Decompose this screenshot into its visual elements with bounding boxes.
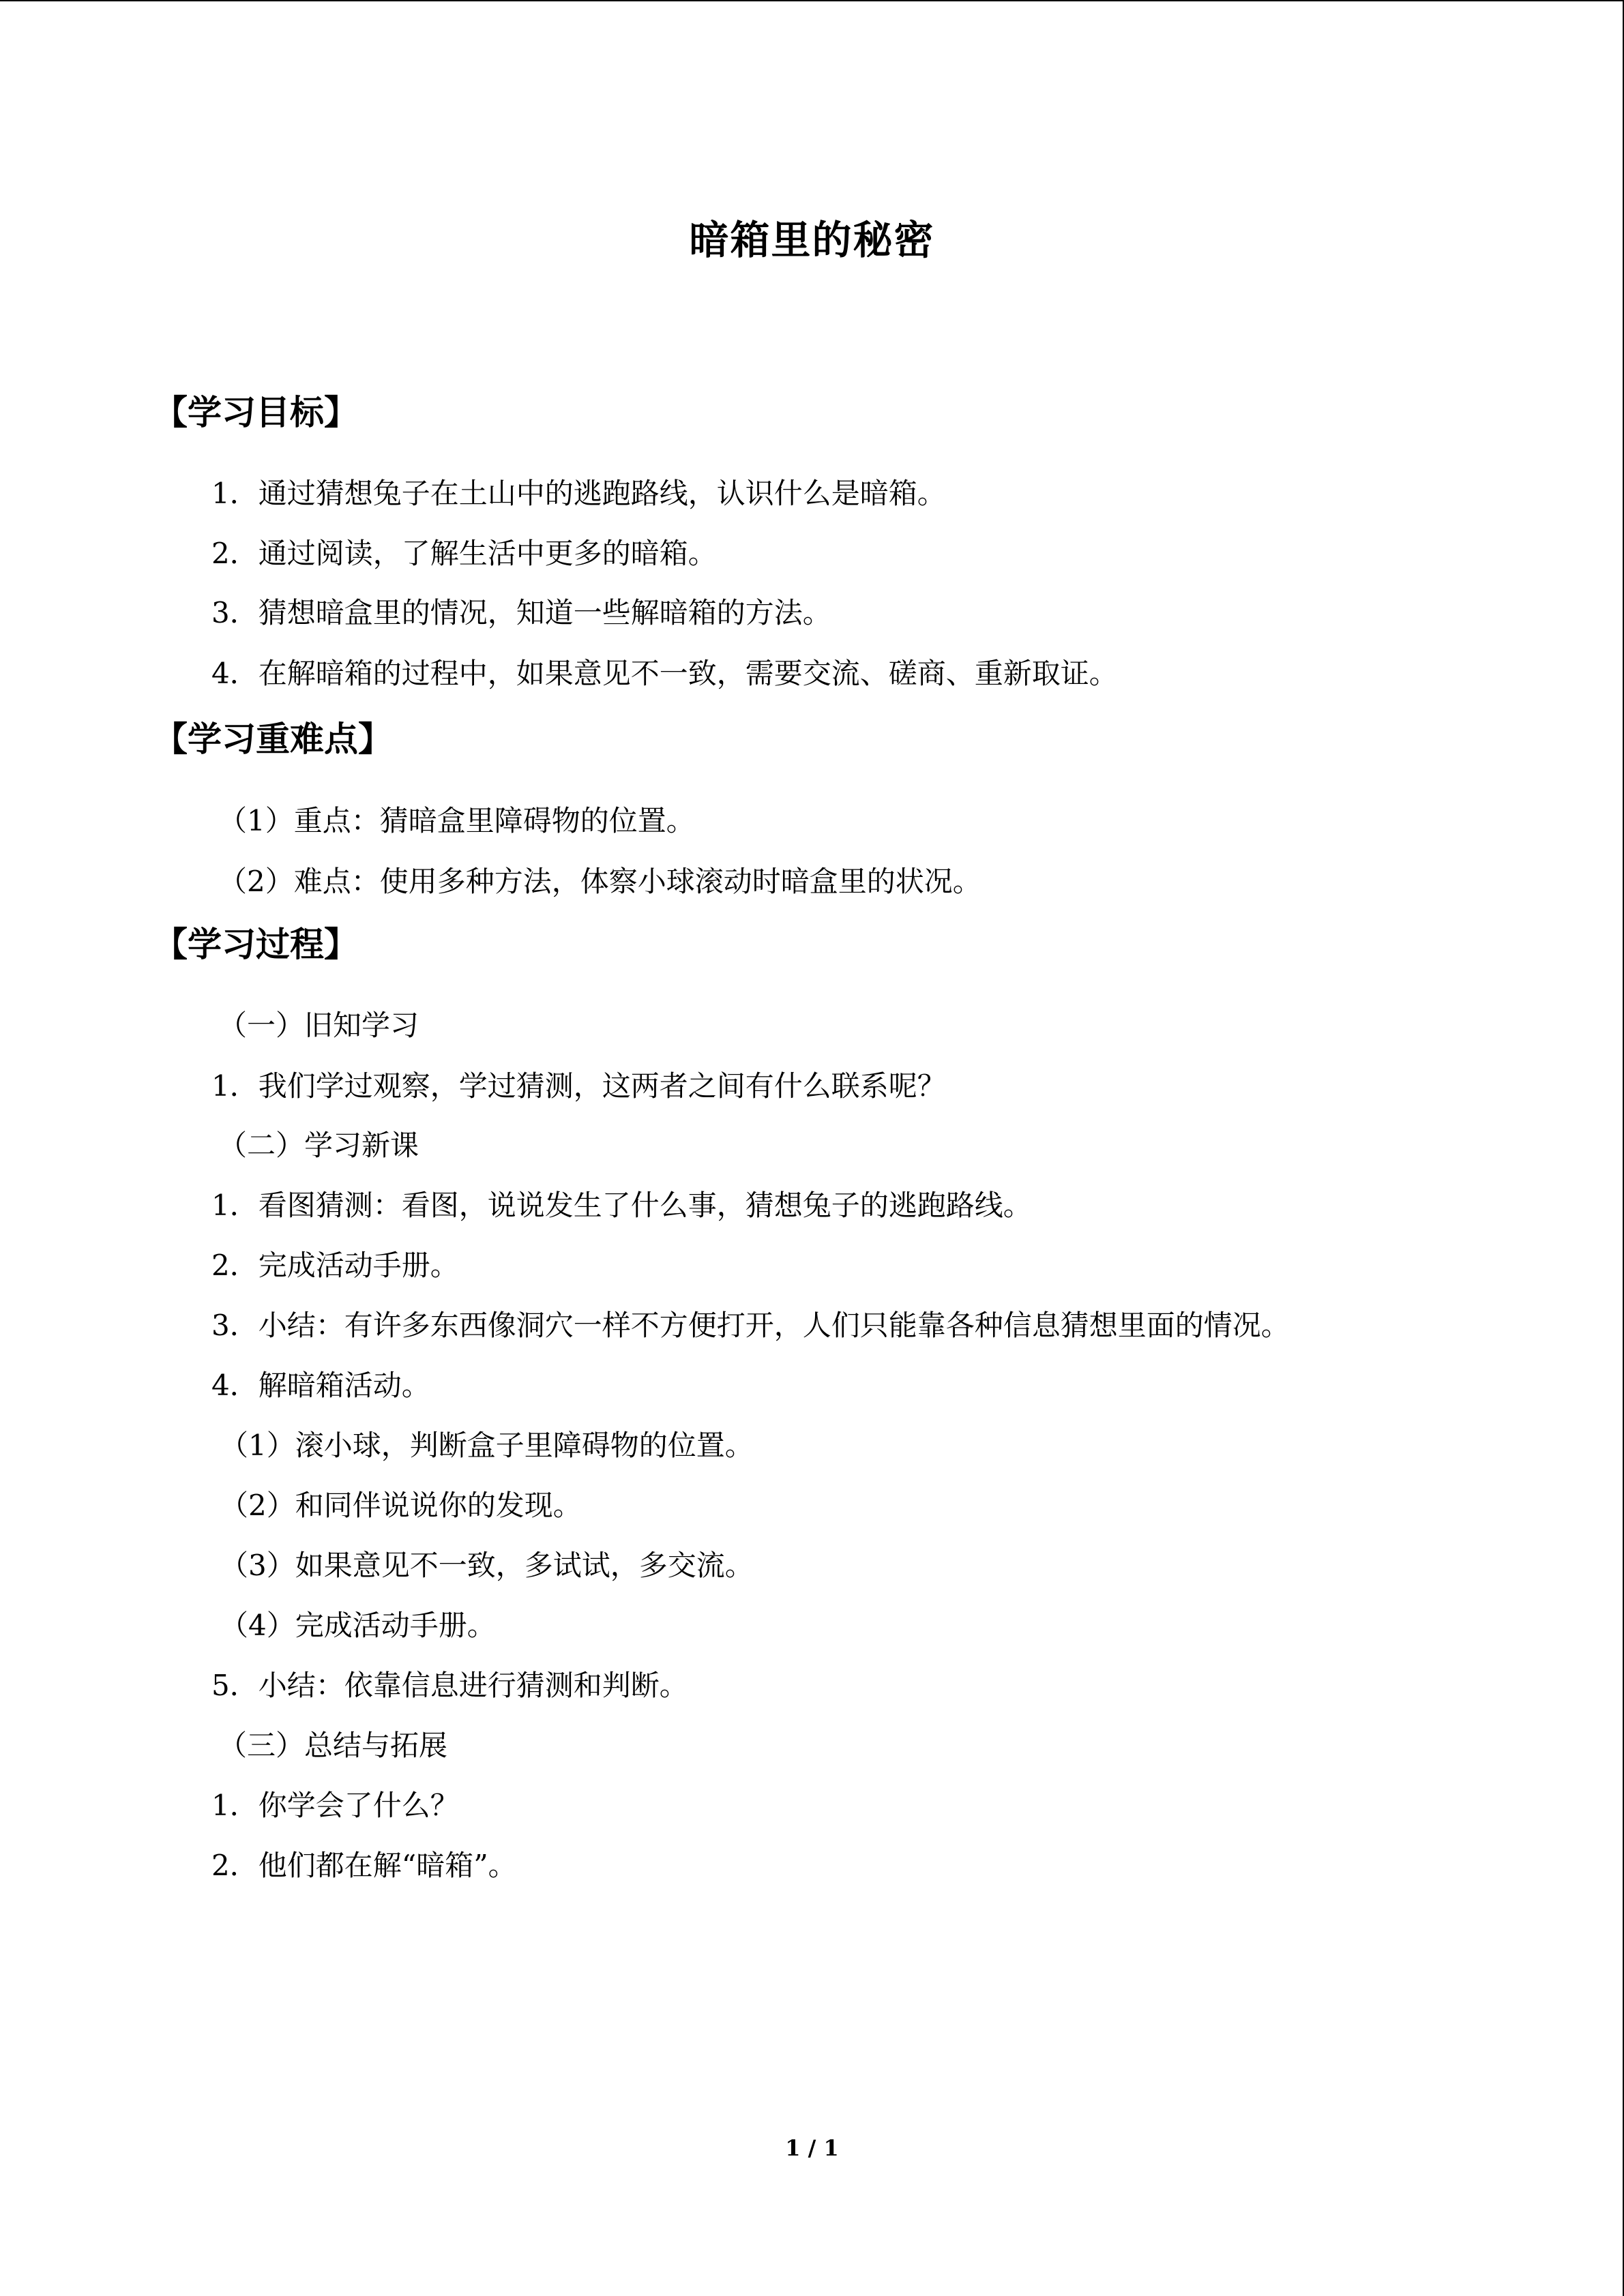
objective-item-4: 4．在解暗箱的过程中，如果意见不一致，需要交流、磋商、重新取证。 [211,657,1118,690]
objective-item-2: 2．通过阅读，了解生活中更多的暗箱。 [211,537,717,570]
key-point-item-2: （2）难点：使用多种方法，体察小球滚动时暗盒里的状况。 [218,865,981,898]
process-item: 1．我们学过观察，学过猜测，这两者之间有什么联系呢？ [211,1069,946,1103]
process-item: 2．他们都在解“暗箱”。 [211,1849,517,1882]
process-subitem: （3）如果意见不一致，多试试，多交流。 [220,1549,754,1582]
process-item: 5．小结：依靠信息进行猜测和判断。 [211,1669,688,1702]
process-subheading-2: （二）学习新课 [218,1129,419,1162]
section-heading-learning-process: 【学习过程】 [153,924,358,964]
page-number: 1 / 1 [785,2135,839,2161]
process-subitem: （2）和同伴说说你的发现。 [220,1489,582,1522]
objective-item-3: 3．猜想暗盒里的情况，知道一些解暗箱的方法。 [211,596,831,629]
process-item: 2．完成活动手册。 [211,1249,459,1282]
section-heading-learning-objectives: 【学习目标】 [153,392,358,432]
process-item: 1．看图猜测：看图，说说发生了什么事，猜想兔子的逃跑路线。 [211,1189,1032,1222]
process-item: 4．解暗箱活动。 [211,1369,430,1402]
process-subheading-1: （一）旧知学习 [218,1009,419,1042]
process-subitem: （1）滚小球，判断盒子里障碍物的位置。 [220,1429,754,1462]
objective-item-1: 1．通过猜想兔子在土山中的逃跑路线，认识什么是暗箱。 [211,477,946,510]
process-item: 1．你学会了什么？ [211,1789,459,1822]
key-point-item-1: （1）重点：猜暗盒里障碍物的位置。 [218,804,695,837]
process-subheading-3: （三）总结与拓展 [218,1729,448,1762]
document-title: 暗箱里的秘密 [689,217,935,263]
process-item: 3．小结：有许多东西像洞穴一样不方便打开，人们只能靠各种信息猜想里面的情况。 [211,1309,1290,1342]
process-subitem: （4）完成活动手册。 [220,1609,496,1642]
section-heading-key-points: 【学习重难点】 [153,719,392,759]
